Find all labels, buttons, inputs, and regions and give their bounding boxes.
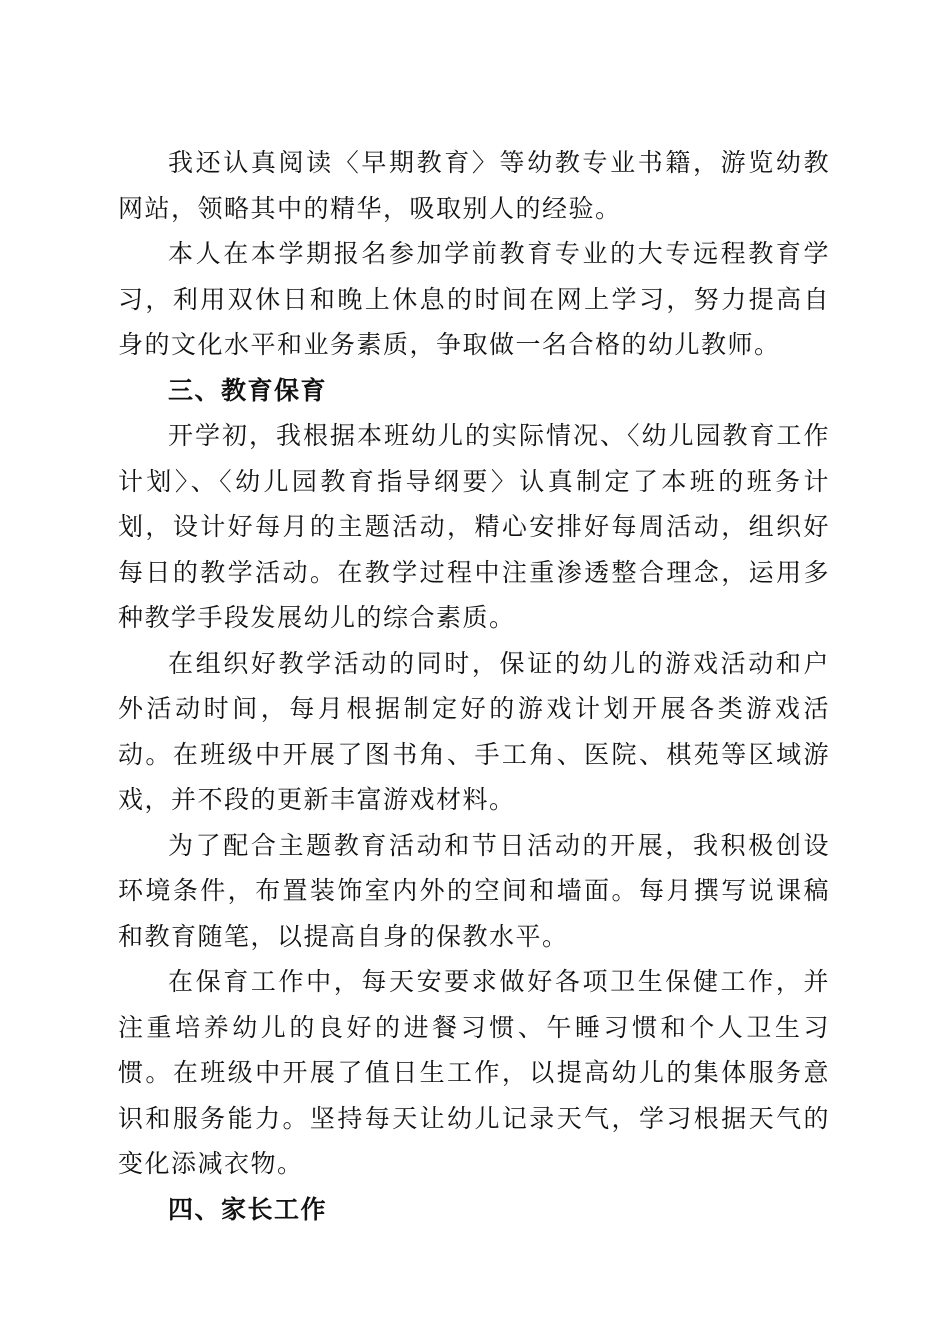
paragraph-distance-learning: 本人在本学期报名参加学前教育专业的大专远程教育学习，利用双休日和晚上休息的时间在网上学习，努力提高自身的文化水平和业务素质，争取做一名合格的幼儿教师。 bbox=[118, 239, 830, 359]
section-heading-education: 三、教育保育 bbox=[168, 375, 328, 405]
paragraph-environment: 为了配合主题教育活动和节日活动的开展，我积极创设环境条件，布置装饰室内外的空间和墙面。每月撰写说课稿和教育随笔，以提高自身的保教水平。 bbox=[118, 830, 830, 951]
paragraph-care-work: 在保育工作中，每天安要求做好各项卫生保健工作，并注重培养幼儿的良好的进餐习惯、午睡习惯和个人卫生习惯。在班级中开展了值日生工作，以提高幼儿的集体服务意识和服务能力。坚持每天让幼儿记录天气，学习根据天气的变化添减衣物。 bbox=[118, 967, 830, 1178]
paragraph-semester-plan: 开学初，我根据本班幼儿的实际情况、〈幼儿园教育工作计划〉、〈幼儿园教育指导纲要〉认真制定了本班的班务计划，设计好每月的主题活动，精心安排好每周活动，组织好每日的教学活动。在教学过程中注重渗透整合理念，运用多种教学手段发展幼儿的综合素质。 bbox=[118, 421, 830, 632]
paragraph-games: 在组织好教学活动的同时，保证的幼儿的游戏活动和户外活动时间，每月根据制定好的游戏计划开展各类游戏活动。在班级中开展了图书角、手工角、医院、棋苑等区域游戏，并不段的更新丰富游戏材料。 bbox=[118, 648, 830, 814]
section-heading-parents: 四、家长工作 bbox=[168, 1194, 328, 1224]
paragraph-reading: 我还认真阅读〈早期教育〉等幼教专业书籍，游览幼教网站，领略其中的精华，吸取别人的经验。 bbox=[118, 148, 830, 223]
document-page bbox=[118, 140, 830, 1232]
